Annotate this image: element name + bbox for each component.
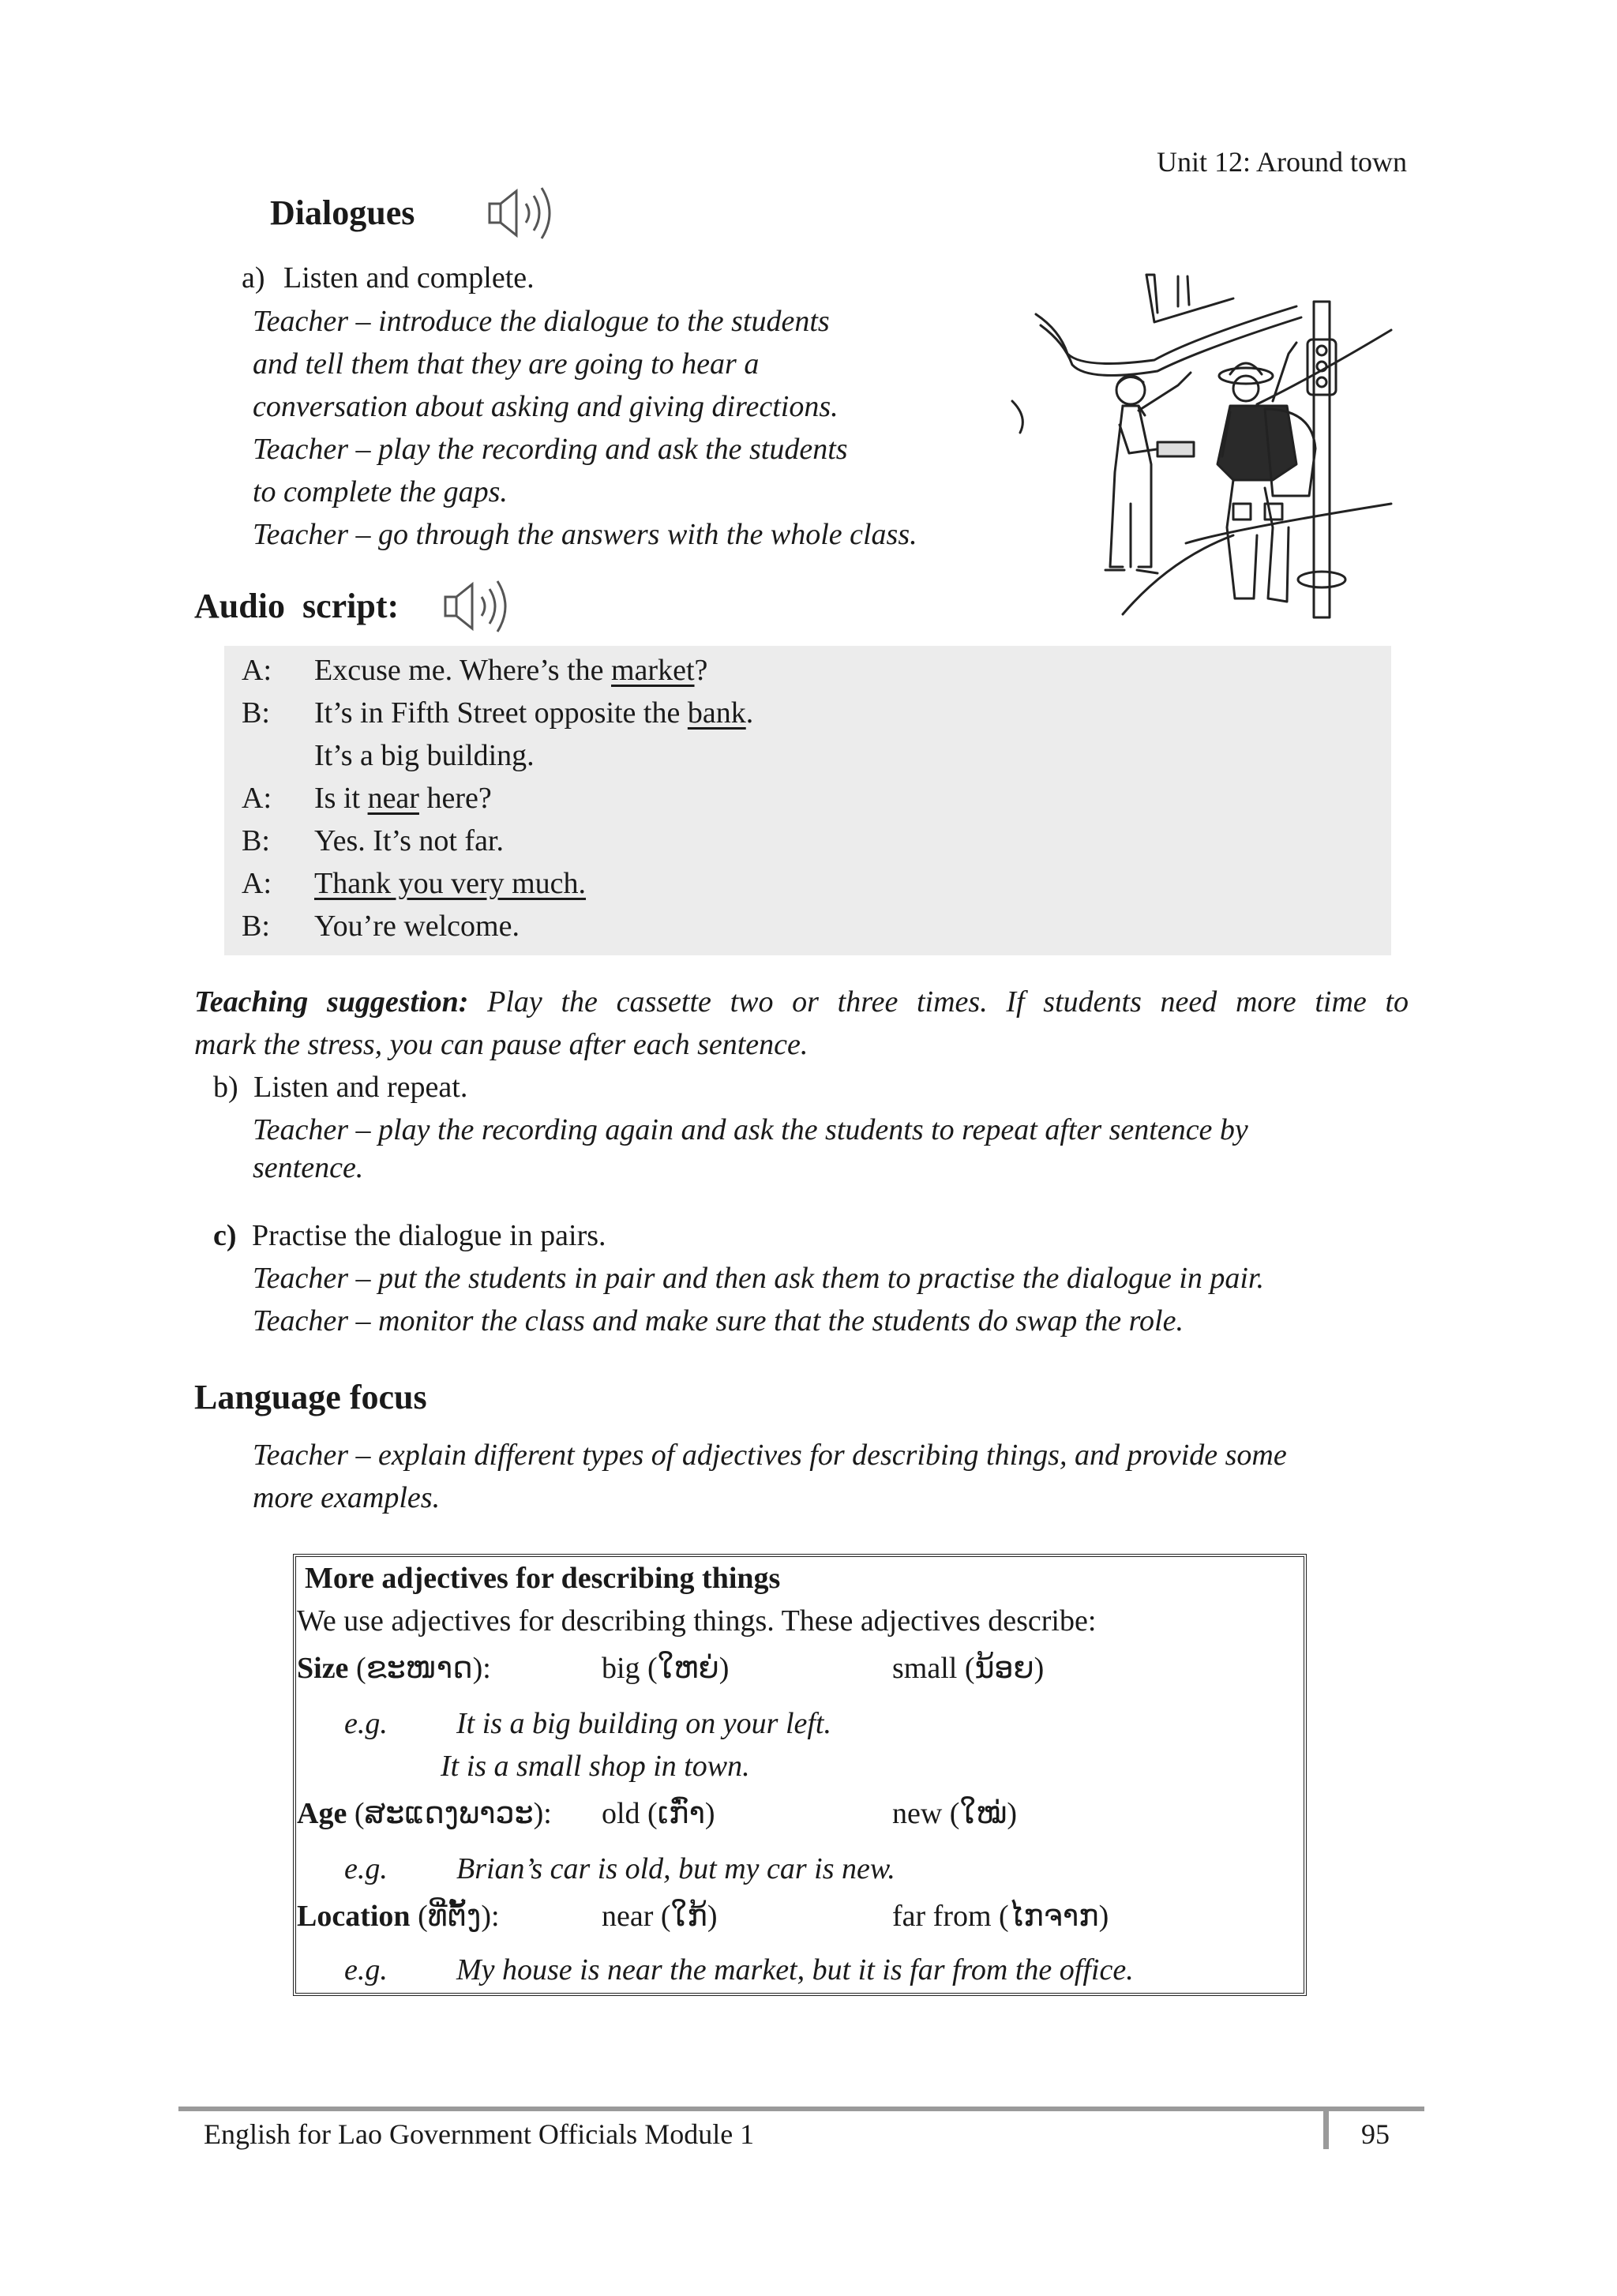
location-adj-far: far from (ໄກຈາກ) (892, 1900, 1109, 1933)
section-a-line: Teacher – introduce the dialogue to the students (253, 305, 830, 338)
section-c-label: c) (213, 1219, 237, 1252)
age-adj-new: new (ໃໝ່) (892, 1797, 1017, 1830)
script-line (242, 692, 753, 734)
script-text: It’s a big building. (314, 739, 535, 772)
script-line (242, 862, 586, 905)
size-adj-small: small (ນ້ອຍ) (892, 1652, 1045, 1685)
location-adj-near: near (ໃກ້) (602, 1900, 718, 1933)
size-lao: (ຂະໜາດ): (348, 1652, 491, 1685)
script-line (242, 777, 492, 820)
running-header: Unit 12: Around town (1156, 146, 1407, 178)
script-line (242, 905, 520, 947)
section-b-label: b) (213, 1071, 238, 1104)
teaching-suggestion-line2: mark the stress, you can pause after each sentence. (194, 1028, 808, 1061)
location-lao: (ທີ່ຕັ້ງ): (410, 1900, 500, 1933)
speaker-icon (442, 576, 521, 636)
teaching-suggestion-label: Teaching suggestion: (194, 985, 469, 1019)
section-b-title (213, 1066, 467, 1109)
footer-divider (1323, 2107, 1329, 2149)
script-answer: near (367, 782, 419, 815)
audio-script-heading: Audio script: (194, 587, 400, 625)
location-eg: e.g. (344, 1953, 388, 1986)
script-text: It’s in Fifth Street opposite the (314, 696, 688, 730)
script-answer: Thank you very much. (314, 867, 587, 900)
section-c-title (213, 1214, 606, 1257)
teaching-suggestion-text: Play the cassette two or three times. If students need more time to (487, 985, 1409, 1019)
section-a-line: and tell them that they are going to hear a (253, 347, 760, 381)
speaker-icon (486, 183, 565, 243)
section-a-line: Teacher – play the recording and ask the students (253, 433, 848, 466)
location-example: My house is near the market, but it is far from the office. (456, 1953, 1134, 1986)
size-adj-big: big (ໃຫຍ່) (602, 1652, 730, 1685)
location-label: Location (297, 1900, 411, 1933)
size-eg: e.g. (344, 1707, 388, 1740)
script-text: Yes. It’s not far. (314, 824, 504, 857)
size-label: Size (297, 1652, 349, 1685)
script-speaker: B: (242, 824, 270, 857)
section-b-line: Teacher – play the recording again and ask the students to repeat after sentence by (253, 1113, 1248, 1146)
age-lao: (ສະແດງພາວະ): (347, 1797, 552, 1830)
language-focus-heading: Language focus (194, 1378, 427, 1416)
script-line (242, 820, 504, 862)
size-example: It is a big building on your left. (456, 1707, 831, 1740)
script-text: Is it (314, 782, 368, 815)
age-example: Brian’s car is old, but my car is new. (456, 1852, 895, 1885)
script-answer: market (611, 654, 695, 687)
script-speaker: B: (242, 696, 270, 730)
directions-illustration (996, 267, 1407, 619)
adjectives-box-title: More adjectives for describing things (305, 1562, 781, 1595)
age-adj-old: old (ເກົ່າ) (602, 1797, 715, 1830)
script-speaker: A: (242, 867, 272, 900)
script-line (242, 649, 707, 692)
script-text: here? (418, 782, 492, 815)
section-a-line: to complete the gaps. (253, 475, 508, 508)
section-a-line: Teacher – go through the answers with the whole class. (253, 518, 917, 551)
section-c-line: Teacher – monitor the class and make sure that the students do swap the role. (253, 1304, 1184, 1337)
age-row (297, 1792, 552, 1835)
script-text: . (745, 696, 754, 730)
language-focus-line: Teacher – explain different types of adjectives for describing things, and provide some (253, 1439, 1287, 1472)
page-number: 95 (1361, 2118, 1390, 2150)
section-b-text: Listen and repeat. (253, 1071, 468, 1104)
size-example: It is a small shop in town. (441, 1750, 750, 1783)
script-speaker: B: (242, 910, 270, 943)
size-row (297, 1647, 491, 1690)
script-line (242, 734, 535, 777)
footer-title: English for Lao Government Officials Module 1 (204, 2118, 755, 2150)
section-c-line: Teacher – put the students in pair and then ask them to practise the dialogue in pair. (253, 1262, 1264, 1295)
section-a-text: Listen and complete. (283, 261, 535, 295)
script-text: ? (694, 654, 708, 687)
section-b-line: sentence. (253, 1151, 364, 1184)
dialogues-heading: Dialogues (270, 193, 415, 232)
section-a-line: conversation about asking and giving directions. (253, 390, 839, 423)
script-answer: bank (687, 696, 746, 730)
language-focus-line: more examples. (253, 1481, 441, 1514)
script-text: Excuse me. Where’s the (314, 654, 611, 687)
adjectives-box-intro: We use adjectives for describing things. These adjectives describe: (297, 1604, 1097, 1638)
script-text: You’re welcome. (314, 910, 520, 943)
location-row (297, 1895, 500, 1938)
age-eg: e.g. (344, 1852, 388, 1885)
section-a-label: a) (242, 261, 265, 295)
teaching-suggestion (194, 981, 1409, 1023)
footer-rule (178, 2107, 1424, 2111)
section-a-title (242, 257, 535, 299)
age-label: Age (297, 1797, 347, 1830)
script-speaker: A: (242, 782, 272, 815)
section-c-text: Practise the dialogue in pairs. (252, 1219, 606, 1252)
script-speaker: A: (242, 654, 272, 687)
